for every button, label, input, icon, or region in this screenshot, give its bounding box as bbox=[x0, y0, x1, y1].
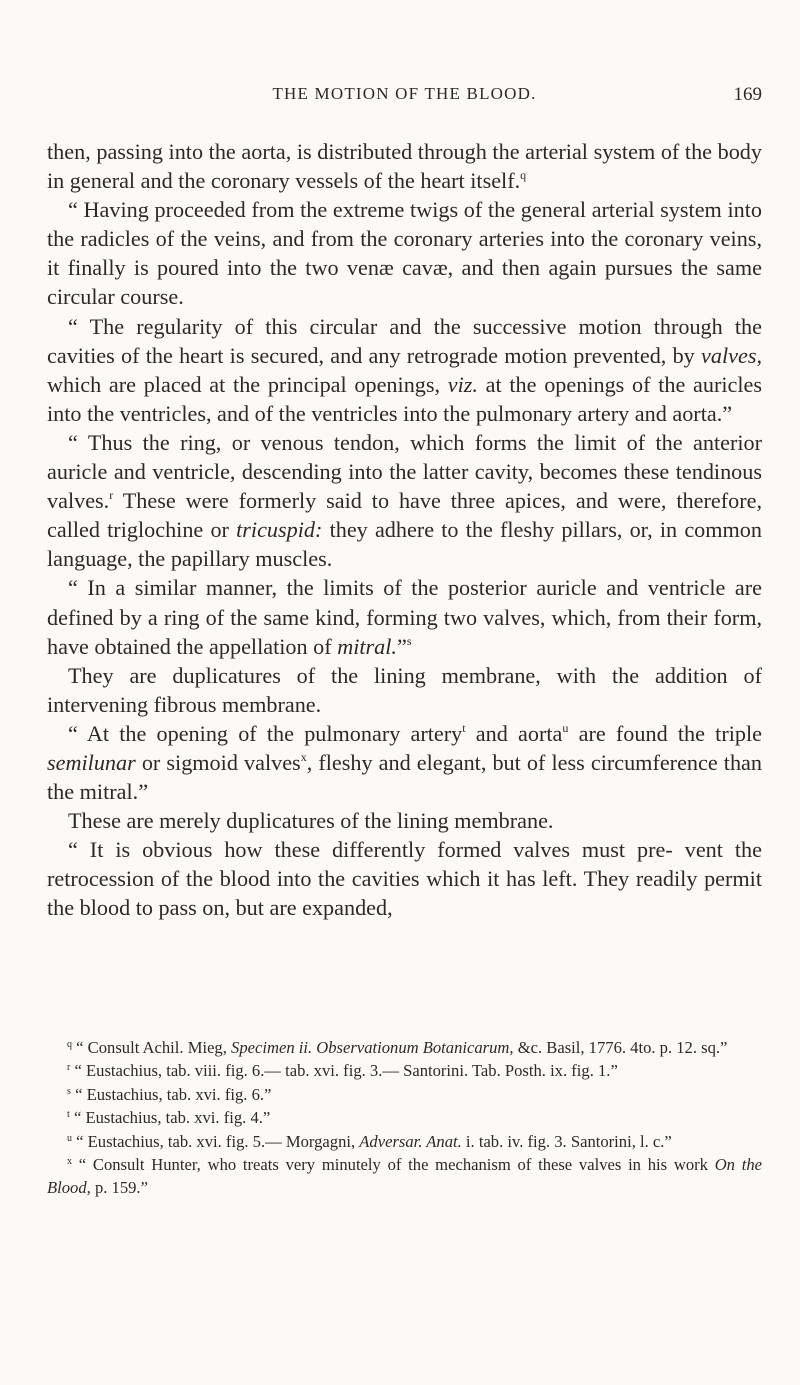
footnote-q: $^q$ “ Consult Achil. Mieg, Specimen ii. Observationum Botanicarum, &c. Basil, 1776. 4to. p. 12. sq.” bbox=[67, 1038, 728, 1057]
paragraph-7: “ At the opening of the pulmonary artery$^t$ and aorta$^u$ are found the triple semilunar or sigmoid valves$^x$, fleshy and elegant, but of less circumference than the mitral.” bbox=[47, 720, 762, 805]
paragraph-2: “ Having proceeded from the extreme twigs of the general arterial system into the radicles of the veins, and from the coronary arteries into the coronary veins, it finally is poured into the two venæ cavæ, and then again pursues the same circular course. bbox=[47, 197, 762, 310]
footnote-ref-t: t bbox=[462, 720, 466, 735]
footnote-ref-r: r bbox=[109, 488, 114, 503]
body-text bbox=[47, 137, 762, 923]
footnote-t: $^t$ “ Eustachius, tab. xvi. fig. 4.” bbox=[67, 1108, 271, 1128]
paragraph-6: They are duplicatures of the lining membrane, with the addition of intervening fibrous membrane. bbox=[47, 662, 762, 717]
footnote-x: $^x$ “ Consult Hunter, who treats very minutely of the mechanism of these valves in his work On the Blood, p. 159.” bbox=[47, 1155, 763, 1198]
footnote-ref-u: u bbox=[562, 720, 569, 735]
running-title: THE MOTION OF THE BLOOD. bbox=[272, 84, 537, 103]
paragraph-8: These are merely duplicatures of the lining membrane. bbox=[68, 808, 554, 834]
page-number: 169 bbox=[733, 84, 762, 105]
paragraph-1: then, passing into the aorta, is distributed through the arterial system of the body in general and the coronary vessels of the heart itself.$^q$ bbox=[47, 139, 762, 194]
footnote-ref-s: s bbox=[406, 633, 412, 648]
footnote-ref-q: q bbox=[520, 168, 527, 183]
paragraph-9: “ It is obvious how these differently formed valves must pre- vent the retrocession of the blood into the cavities which it has left. They readily permit the blood to pass on, but are expanded, bbox=[47, 837, 762, 921]
footnote-s: $^s$ “ Eustachius, tab. xvi. fig. 6.” bbox=[67, 1084, 272, 1104]
paragraph-5: “ In a similar manner, the limits of the posterior auricle and ventricle are defined by a ring of the same kind, forming two valves, which, from their form, have obtained the appellation of mitral.”$^s$ bbox=[47, 575, 762, 659]
page-header bbox=[47, 84, 762, 110]
footnote-r: $^r$ “ Eustachius, tab. viii. fig. 6.— tab. xvi. fig. 3.— Santorini. Tab. Posth. ix. fig. 1.” bbox=[67, 1061, 618, 1081]
footnote-u: $^u$ “ Eustachius, tab. xvi. fig. 5.— Morgagni, Adversar. Anat. i. tab. iv. fig. 3. Santorini, l. c.” bbox=[67, 1131, 672, 1151]
footnotes bbox=[47, 1036, 762, 1200]
paragraph-4: “ Thus the ring, or venous tendon, which forms the limit of the anterior auricle and ventricle, descending into the latter cavity, becomes these tendinous valves.$^r$ These were formerly said to have three apices, and were, therefore, called triglochine or tricuspid: they adhere to the fleshy pillars, or, in common language, the papillary muscles. bbox=[47, 429, 762, 572]
paragraph-3: “ The regularity of this circular and the successive motion through the cavities of the heart is secured, and any retrograde motion prevented, by valves, which are placed at the principal openings, viz. at the openings of the auricles into the ventricles, and of the ventricles into the pulmonary artery and aorta.” bbox=[47, 313, 762, 426]
footnote-ref-x: x bbox=[300, 749, 307, 764]
